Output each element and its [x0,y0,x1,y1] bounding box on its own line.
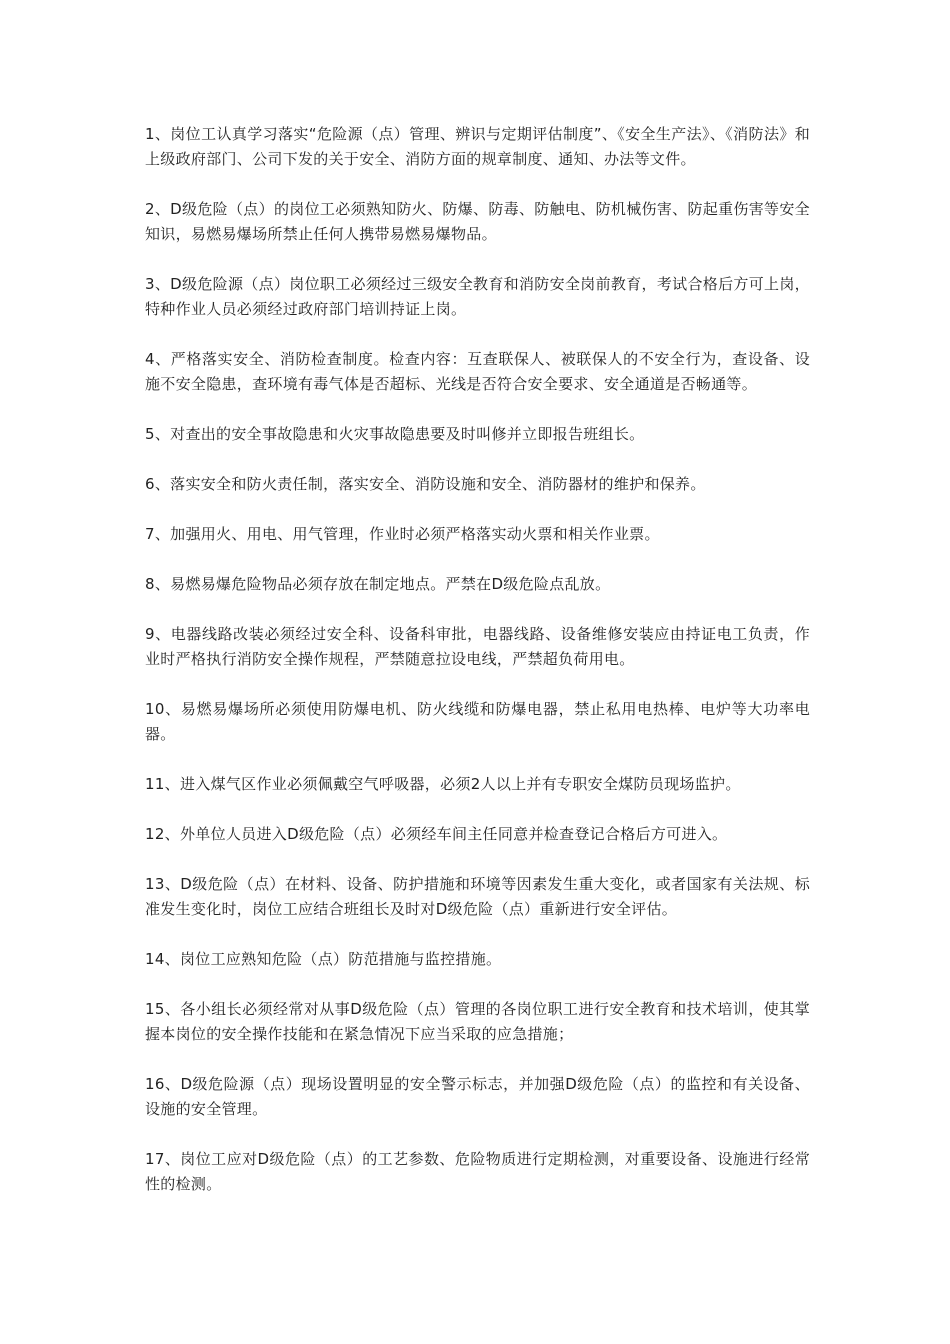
rule-item-9: 9、电器线路改装必须经过安全科、设备科审批，电器线路、设备维修安装应由持证电工负责，作业时严格执行消防安全操作规程，严禁随意拉设电线，严禁超负荷用电。 [145,625,810,668]
rule-item-5: 5、对查出的安全事故隐患和火灾事故隐患要及时叫修并立即报告班组长。 [145,425,645,443]
rule-item-4: 4、严格落实安全、消防检查制度。检查内容：互查联保人、被联保人的不安全行为，查设备、设施不安全隐患，查环境有毒气体是否超标、光线是否符合安全要求、安全通道是否畅通等。 [145,350,810,393]
rule-item-1: 1、岗位工认真学习落实“危险源（点）管理、辨识与定期评估制度”、《安全生产法》、《消防法》和上级政府部门、公司下发的关于安全、消防方面的规章制度、通知、办法等文件。 [145,125,810,168]
rule-item-16: 16、D级危险源（点）现场设置明显的安全警示标志，并加强D级危险（点）的监控和有关设备、设施的安全管理。 [145,1075,810,1118]
rule-item-11: 11、进入煤气区作业必须佩戴空气呼吸器，必须2人以上并有专职安全煤防员现场监护。 [145,775,741,793]
rule-item-13: 13、D级危险（点）在材料、设备、防护措施和环境等因素发生重大变化，或者国家有关法规、标准发生变化时，岗位工应结合班组长及时对D级危险（点）重新进行安全评估。 [145,875,810,918]
rule-item-12: 12、外单位人员进入D级危险（点）必须经车间主任同意并检查登记合格后方可进入。 [145,825,728,843]
rule-item-10: 10、易燃易爆场所必须使用防爆电机、防火线缆和防爆电器，禁止私用电热棒、电炉等大功率电器。 [145,700,810,743]
rule-item-3: 3、D级危险源（点）岗位职工必须经过三级安全教育和消防安全岗前教育，考试合格后方可上岗，特种作业人员必须经过政府部门培训持证上岗。 [145,275,810,318]
rule-item-15: 15、各小组长必须经常对从事D级危险（点）管理的各岗位职工进行安全教育和技术培训，使其掌握本岗位的安全操作技能和在紧急情况下应当采取的应急措施； [145,1000,810,1043]
rule-item-6: 6、落实安全和防火责任制，落实安全、消防设施和安全、消防器材的维护和保养。 [145,475,706,493]
document-body [145,122,810,1222]
rule-item-17: 17、岗位工应对D级危险（点）的工艺参数、危险物质进行定期检测，对重要设备、设施进行经常性的检测。 [145,1150,810,1193]
rule-item-2: 2、D级危险（点）的岗位工必须熟知防火、防爆、防毒、防触电、防机械伤害、防起重伤害等安全知识，易燃易爆场所禁止任何人携带易燃易爆物品。 [145,200,810,243]
rule-item-14: 14、岗位工应熟知危险（点）防范措施与监控措施。 [145,950,502,968]
rule-item-7: 7、加强用火、用电、用气管理，作业时必须严格落实动火票和相关作业票。 [145,525,660,543]
rule-item-8: 8、易燃易爆危险物品必须存放在制定地点。严禁在D级危险点乱放。 [145,575,611,593]
